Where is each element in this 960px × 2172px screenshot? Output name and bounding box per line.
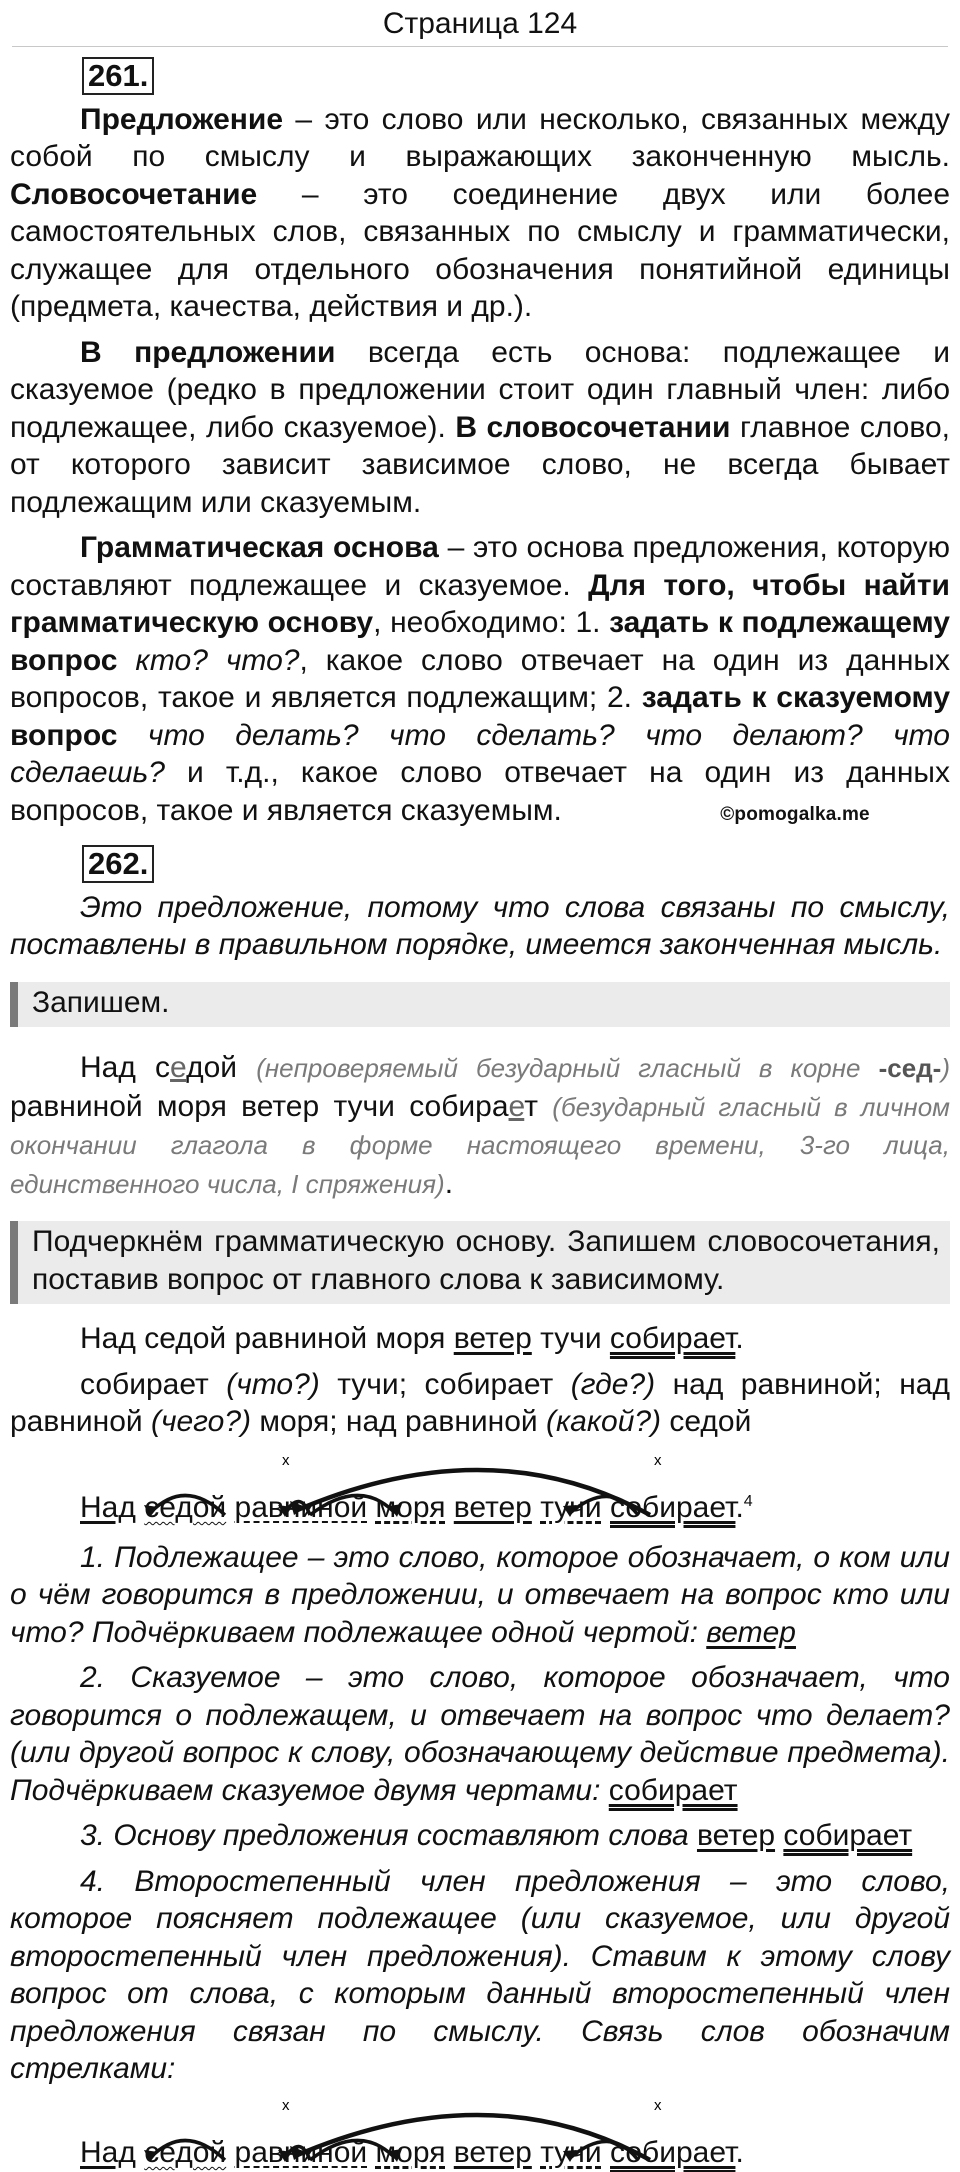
written-sentence <box>10 1049 950 1203</box>
comment-text: (непроверяемый безударный гласный в корне <box>256 1053 879 1083</box>
question: (что?) <box>226 1367 320 1401</box>
main-word-mark: x <box>282 2096 290 2114</box>
text: , необходимо: 1. <box>373 606 610 639</box>
text: над равниной; над равниной <box>10 1367 950 1438</box>
vowel-highlight: е <box>508 1089 525 1123</box>
term: задать к сказуемому вопрос <box>10 681 951 752</box>
main-word-mark: x <box>282 1451 290 1469</box>
copyright: ©pomogalka.me <box>720 803 870 825</box>
step-2 <box>10 1659 950 1809</box>
intro-paragraph: Это предложение, потому что слова связаны по смыслу, поставлены в правильном порядке, имеется законченная мысль. <box>10 890 950 961</box>
definition-paragraph <box>10 101 950 326</box>
word: Над <box>80 2136 136 2169</box>
text: Над седой равниной моря <box>80 1322 454 1355</box>
parsed-sentence <box>80 1483 753 1527</box>
parsed-sentence <box>80 2134 744 2172</box>
term-phrase: Словосочетание <box>10 177 258 211</box>
task-261-header <box>10 57 950 96</box>
word: седой <box>144 2136 227 2169</box>
text: , какое слово отвечает на один из данных вопросов, такое и является подлежащим; 2. <box>10 643 950 714</box>
word: седой <box>144 1491 227 1524</box>
predicate-word: собирает <box>608 1773 738 1807</box>
parsed-sentence-diagram-2 <box>10 2094 950 2172</box>
note-text: Запишем. <box>32 985 170 1019</box>
text: седой <box>661 1405 752 1438</box>
text: дой <box>186 1051 238 1084</box>
text: – это слово или несколько, связанных между собой по смыслу и выражающих законченную мысль. <box>10 102 950 173</box>
note-write <box>10 982 950 1028</box>
text: тучи <box>531 1322 610 1355</box>
note-text: Подчеркнём грамматическую основу. Запишем словосочетания, поставив вопрос от главного слова к зависимому. <box>32 1225 940 1296</box>
text: равниной моря ветер тучи собира <box>10 1089 509 1123</box>
question: что делать? что сделать? что делают? что сделаешь? <box>10 718 950 789</box>
question: (какой?) <box>546 1405 662 1438</box>
text: – это основа предложения, которую составляют подлежащее и сказуемое. <box>10 531 950 602</box>
text: собирает <box>80 1367 227 1401</box>
task-number-261: 261. <box>82 57 154 95</box>
main-word-mark: x <box>654 2096 662 2114</box>
comment: (безударный гласный в личном окончании глагола в форме настоящего времени, 3-го лица, единственного числа, I спряжения) <box>10 1091 950 1199</box>
main-word-mark: x <box>654 1451 662 1469</box>
step-text: 2. Сказуемое – это слово, которое обозначает, что говорится о подлежащем, и отвечает на вопрос что делает? (или другой вопрос к слову, обозначающему действие предмета). Подчёркиваем сказуемое двумя чертами: <box>10 1661 950 1807</box>
term-sentence: Предложение <box>80 102 284 136</box>
predicate-word: собирает <box>609 1322 736 1355</box>
question: (где?) <box>570 1367 656 1401</box>
subject-word: ветер <box>696 1819 776 1852</box>
term: Для того, чтобы найти грамматическую основу <box>10 568 950 639</box>
subject-word: ветер <box>706 1615 796 1649</box>
grammar-basis-paragraph <box>10 529 950 833</box>
text: . <box>735 1322 744 1355</box>
word: равниной <box>234 2136 368 2169</box>
word: равниной <box>234 1491 368 1524</box>
step-4 <box>10 1863 950 2088</box>
term: В словосочетании <box>455 410 731 444</box>
step-3 <box>10 1817 950 1855</box>
task-number-262: 262. <box>82 845 154 883</box>
word: моря <box>375 2136 446 2169</box>
text: главное слово, от которого зависит зависимое слово, не всегда бывает подлежащим или сказуемым. <box>10 410 950 519</box>
subject-word: ветер <box>453 1491 532 1524</box>
footnote-mark: 4 <box>743 1493 753 1510</box>
question: (чего?) <box>150 1405 252 1438</box>
comment-text: ) <box>941 1053 950 1083</box>
term: задать к подлежащему вопрос <box>10 606 950 677</box>
term: В предложении <box>80 335 336 369</box>
word: тучи <box>540 2136 602 2169</box>
question: кто? что? <box>117 643 300 677</box>
subject-word: ветер <box>453 1322 532 1355</box>
predicate-word: собирает <box>783 1819 913 1852</box>
text: моря; над равниной <box>251 1405 546 1438</box>
word: Над <box>80 1491 136 1524</box>
note-underline <box>10 1221 950 1304</box>
page-title: Страница 124 <box>382 7 578 40</box>
word: тучи <box>540 1491 602 1524</box>
predicate-word: собирает <box>610 1491 736 1524</box>
comment <box>256 1053 950 1083</box>
root: -сед- <box>878 1053 942 1083</box>
text: всегда есть основа: подлежащее и сказуемое (редко в предложении стоит один главный член: либо подлежащее, либо сказуемое). <box>10 335 950 444</box>
text: . <box>444 1166 454 1200</box>
parsed-sentence-diagram <box>10 1449 950 1527</box>
task-262-header <box>10 845 950 884</box>
step-text: 4. Второстепенный член предложения – это слово, которое поясняет подлежащее (или сказуемое, или другой второстепенный член предложения). Ставим к этому слову вопрос от слова, с которым данный второстепенный член предложения связан по смыслу. Связь слов обозначим стрелками: <box>10 1864 950 2085</box>
vowel-highlight: е <box>170 1051 187 1084</box>
phrases-paragraph <box>10 1366 950 1441</box>
comparison-paragraph <box>10 334 950 522</box>
text: Над с <box>80 1051 171 1084</box>
text: – это соединение двух или более самостоятельных слов, связанных по смыслу и грамматически, служащее для отдельного обозначения понятийной единицы (предмета, качества, действия и др.). <box>10 177 950 323</box>
predicate-word: собирает <box>610 2136 736 2169</box>
text: тучи; собирает <box>319 1367 571 1401</box>
step-text: 3. Основу предложения составляют слова <box>80 1819 697 1852</box>
step-1 <box>10 1539 950 1652</box>
text: и т.д., какое слово отвечает на один из данных вопросов, такое и является сказуемым. <box>10 756 950 827</box>
step-text: 1. Подлежащее – это слово, которое обозначает, о ком или о чём говорится в предложении, и отвечает на вопрос кто или что? Подчёркиваем подлежащее одной чертой: <box>10 1540 950 1649</box>
text: . <box>735 2136 744 2169</box>
text: . <box>735 1491 744 1524</box>
text: т <box>524 1089 538 1123</box>
word: моря <box>375 1491 446 1524</box>
sentence-underlined <box>10 1320 950 1358</box>
term: Грамматическая основа <box>80 531 439 564</box>
title-divider <box>12 46 948 47</box>
subject-word: ветер <box>453 2136 532 2169</box>
